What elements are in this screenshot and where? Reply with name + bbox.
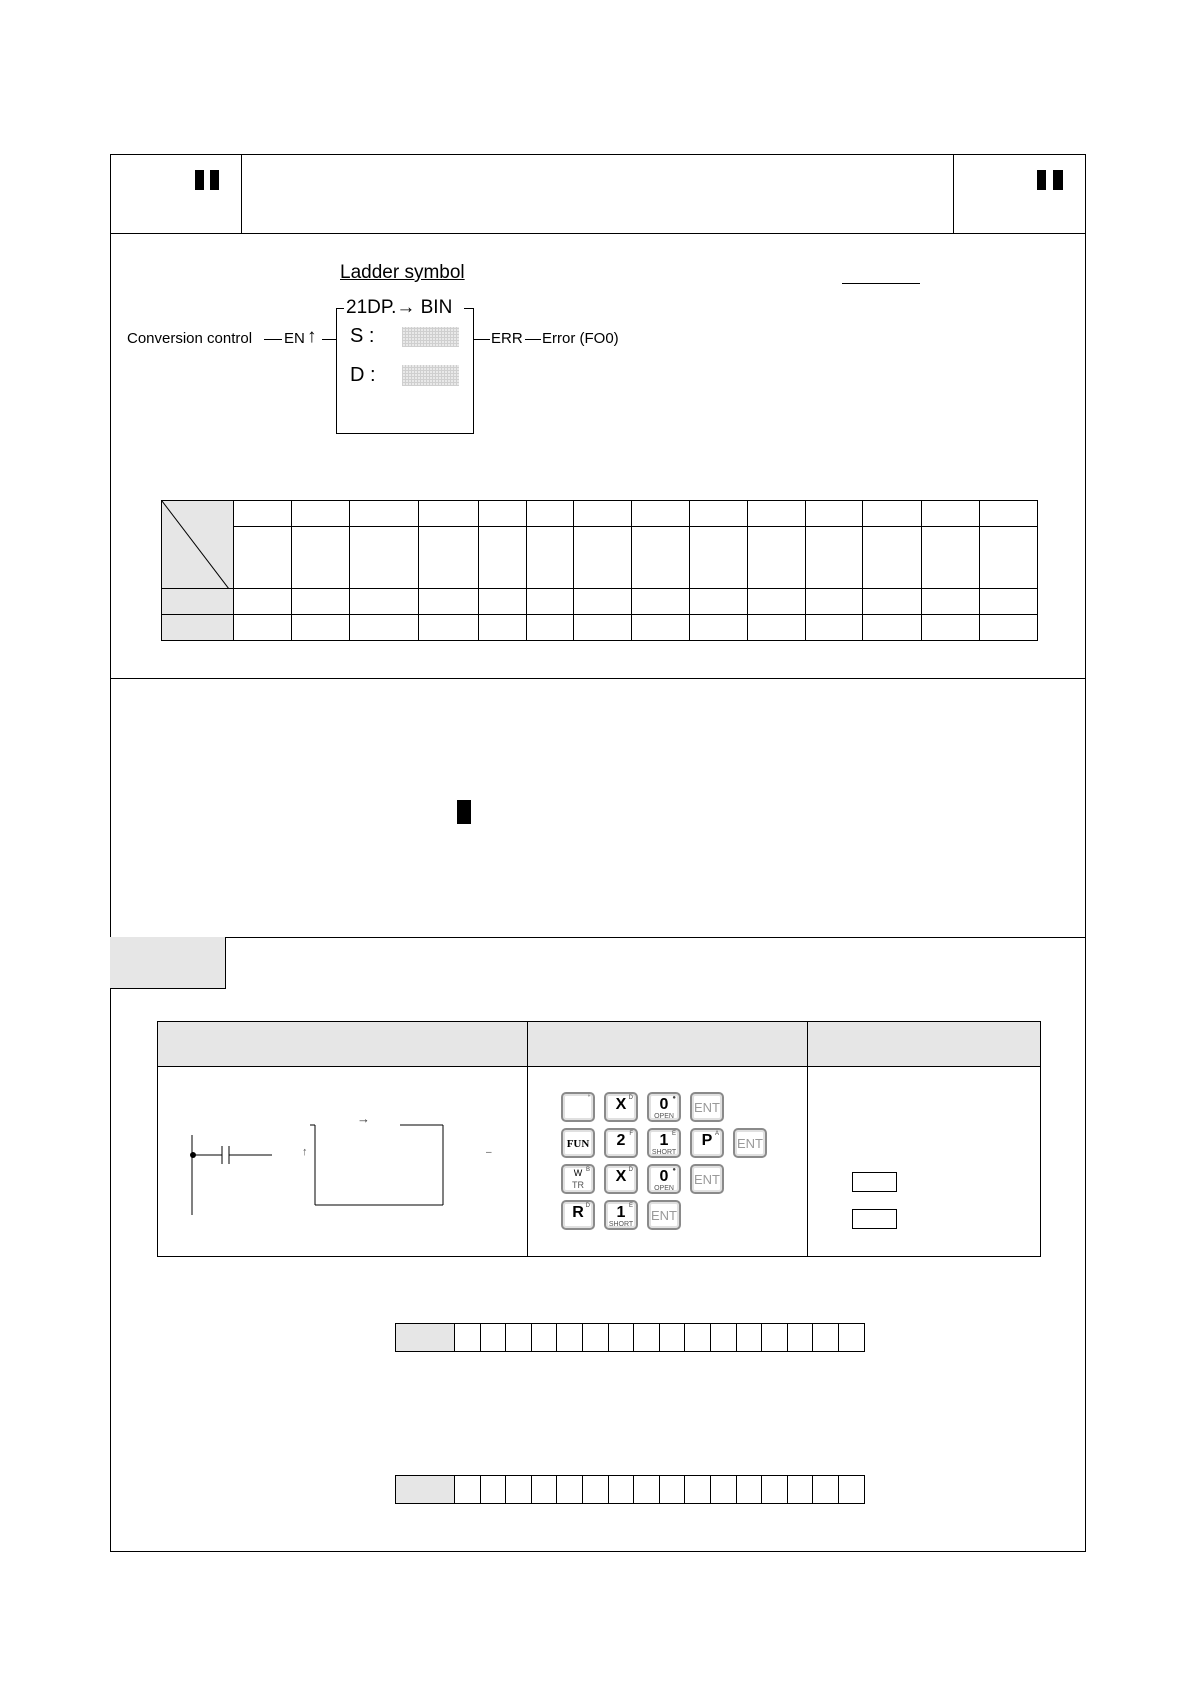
bit-cell (505, 1323, 532, 1352)
table-row-label-d (162, 615, 234, 641)
bit-cell (787, 1323, 814, 1352)
key-label: ENT (694, 1172, 720, 1187)
err-line (474, 339, 490, 340)
key-x-r1 (604, 1092, 638, 1122)
bit-cell (684, 1323, 711, 1352)
key-ent-r4 (647, 1200, 681, 1230)
key-corner-mark: A (714, 1131, 719, 1137)
s-operand-field (402, 327, 459, 347)
ladder-symbol-heading: Ladder symbol (340, 262, 465, 283)
example-arrow-icon: → (357, 1111, 370, 1126)
key-sublabel: OPEN (654, 1113, 674, 1120)
bit-cell (761, 1475, 788, 1504)
key-corner-mark: ° (587, 1095, 590, 1101)
key-sublabel: OPEN (654, 1185, 674, 1192)
bit-cell (736, 1475, 763, 1504)
key-corner-mark: D (628, 1167, 633, 1173)
example-table-col-1 (527, 1021, 528, 1257)
key-corner-mark: D (628, 1095, 633, 1101)
key-label: FUN (566, 1138, 590, 1150)
bit-cell (633, 1323, 660, 1352)
s-label: S : (350, 325, 375, 347)
error-line (525, 339, 541, 340)
key-0-r3 (647, 1164, 681, 1194)
key-label: 0 (659, 1096, 669, 1113)
register-box-2 (852, 1209, 897, 1229)
operand-table (161, 500, 1038, 641)
key-ent-r2 (733, 1128, 767, 1158)
section-divider-1 (110, 678, 1086, 679)
function-title: 21DP.→ BIN (346, 297, 453, 318)
key-corner-mark: ● (672, 1095, 676, 1101)
register-box-1 (852, 1172, 897, 1192)
key-r-r4 (561, 1200, 595, 1230)
d-label: D : (350, 364, 376, 386)
key-label: W (573, 1168, 583, 1178)
key-1-r2 (647, 1128, 681, 1158)
key-corner-mark: B (585, 1167, 590, 1173)
en-line (322, 339, 336, 340)
key-label: ENT (694, 1100, 720, 1115)
key-2-r2 (604, 1128, 638, 1158)
example-dash: – (486, 1147, 492, 1158)
bit-cell (582, 1475, 609, 1504)
key-label: 2 (616, 1132, 626, 1149)
key-label: P (701, 1132, 713, 1149)
header-divider-left (241, 154, 242, 234)
key-label: ENT (651, 1208, 677, 1223)
key-fun-r2 (561, 1128, 595, 1158)
key-label: ENT (737, 1136, 763, 1151)
bit-cell (787, 1475, 814, 1504)
section-divider-2 (110, 937, 1086, 938)
bit-cell (659, 1475, 686, 1504)
bit-cell (608, 1323, 635, 1352)
cursor-marker (457, 800, 471, 824)
key-0-r1 (647, 1092, 681, 1122)
table-row-label-s (162, 589, 234, 615)
key-corner-mark: F (629, 1131, 633, 1137)
function-box-top-right (464, 308, 474, 309)
key-corner-mark: ● (672, 1167, 676, 1173)
bit-cell (608, 1475, 635, 1504)
bit-cell (556, 1475, 583, 1504)
header-left-marker-2 (210, 170, 219, 190)
en-arrow-icon: ↑ (307, 326, 317, 347)
key-w-r3 (561, 1164, 595, 1194)
key-label: 1 (616, 1204, 626, 1221)
bit-cell (480, 1323, 507, 1352)
header-divider-right (953, 154, 954, 234)
example-ladder-diagram (170, 1105, 510, 1235)
bit-row-label (395, 1475, 455, 1504)
key-label: X (615, 1096, 627, 1113)
d-operand-field (402, 365, 459, 386)
ladder-underline-right (842, 283, 920, 284)
key-label: R (572, 1204, 584, 1221)
key-sublabel: SHORT (651, 1149, 677, 1156)
input-line (264, 339, 282, 340)
en-label: EN (284, 330, 305, 347)
bit-cell (480, 1475, 507, 1504)
bit-cell (531, 1323, 558, 1352)
key-sublabel: TR (572, 1180, 584, 1190)
header-right-marker (1037, 170, 1046, 190)
bit-cell (710, 1475, 737, 1504)
header-left-marker (195, 170, 204, 190)
table-corner-cell (162, 501, 234, 589)
diagonal-line (162, 501, 229, 589)
key-x-r3 (604, 1164, 638, 1194)
bit-cell (838, 1323, 865, 1352)
example-table-header-line (157, 1066, 1041, 1067)
bit-cell (838, 1475, 865, 1504)
example-en-arrow-icon: ↑ (302, 1146, 308, 1158)
key-ent-r1 (690, 1092, 724, 1122)
example-table-col-2 (807, 1021, 808, 1257)
key-label: X (615, 1168, 627, 1185)
header-right-marker-2 (1053, 170, 1063, 190)
key-p-r2 (690, 1128, 724, 1158)
key-sublabel: SHORT (608, 1221, 634, 1228)
key-blank-r1 (561, 1092, 595, 1122)
bit-cell (684, 1475, 711, 1504)
bit-row-label (395, 1323, 455, 1352)
key-1-r4 (604, 1200, 638, 1230)
bit-cell (812, 1475, 839, 1504)
bit-cell (659, 1323, 686, 1352)
example-table-header (158, 1022, 1040, 1066)
function-box-top-left (336, 308, 344, 309)
bit-cell (454, 1323, 481, 1352)
bit-cell (812, 1323, 839, 1352)
conversion-control-label: Conversion control (127, 330, 253, 347)
key-corner-mark: D (585, 1203, 590, 1209)
err-label: ERR (491, 330, 523, 347)
bit-cell (761, 1323, 788, 1352)
key-ent-r3 (690, 1164, 724, 1194)
error-label: Error (FO0) (542, 330, 619, 347)
bit-cell (582, 1323, 609, 1352)
bit-cell (633, 1475, 660, 1504)
bit-cell (710, 1323, 737, 1352)
key-label: 1 (659, 1132, 669, 1149)
bit-cell (736, 1323, 763, 1352)
header-bottom-line (110, 233, 1086, 234)
example-tab (110, 937, 226, 989)
bit-cell (556, 1323, 583, 1352)
bit-cell (454, 1475, 481, 1504)
bit-cell (531, 1475, 558, 1504)
key-corner-mark: E (671, 1131, 676, 1137)
bit-cell (505, 1475, 532, 1504)
key-corner-mark: E (628, 1203, 633, 1209)
key-label: 0 (659, 1168, 669, 1185)
